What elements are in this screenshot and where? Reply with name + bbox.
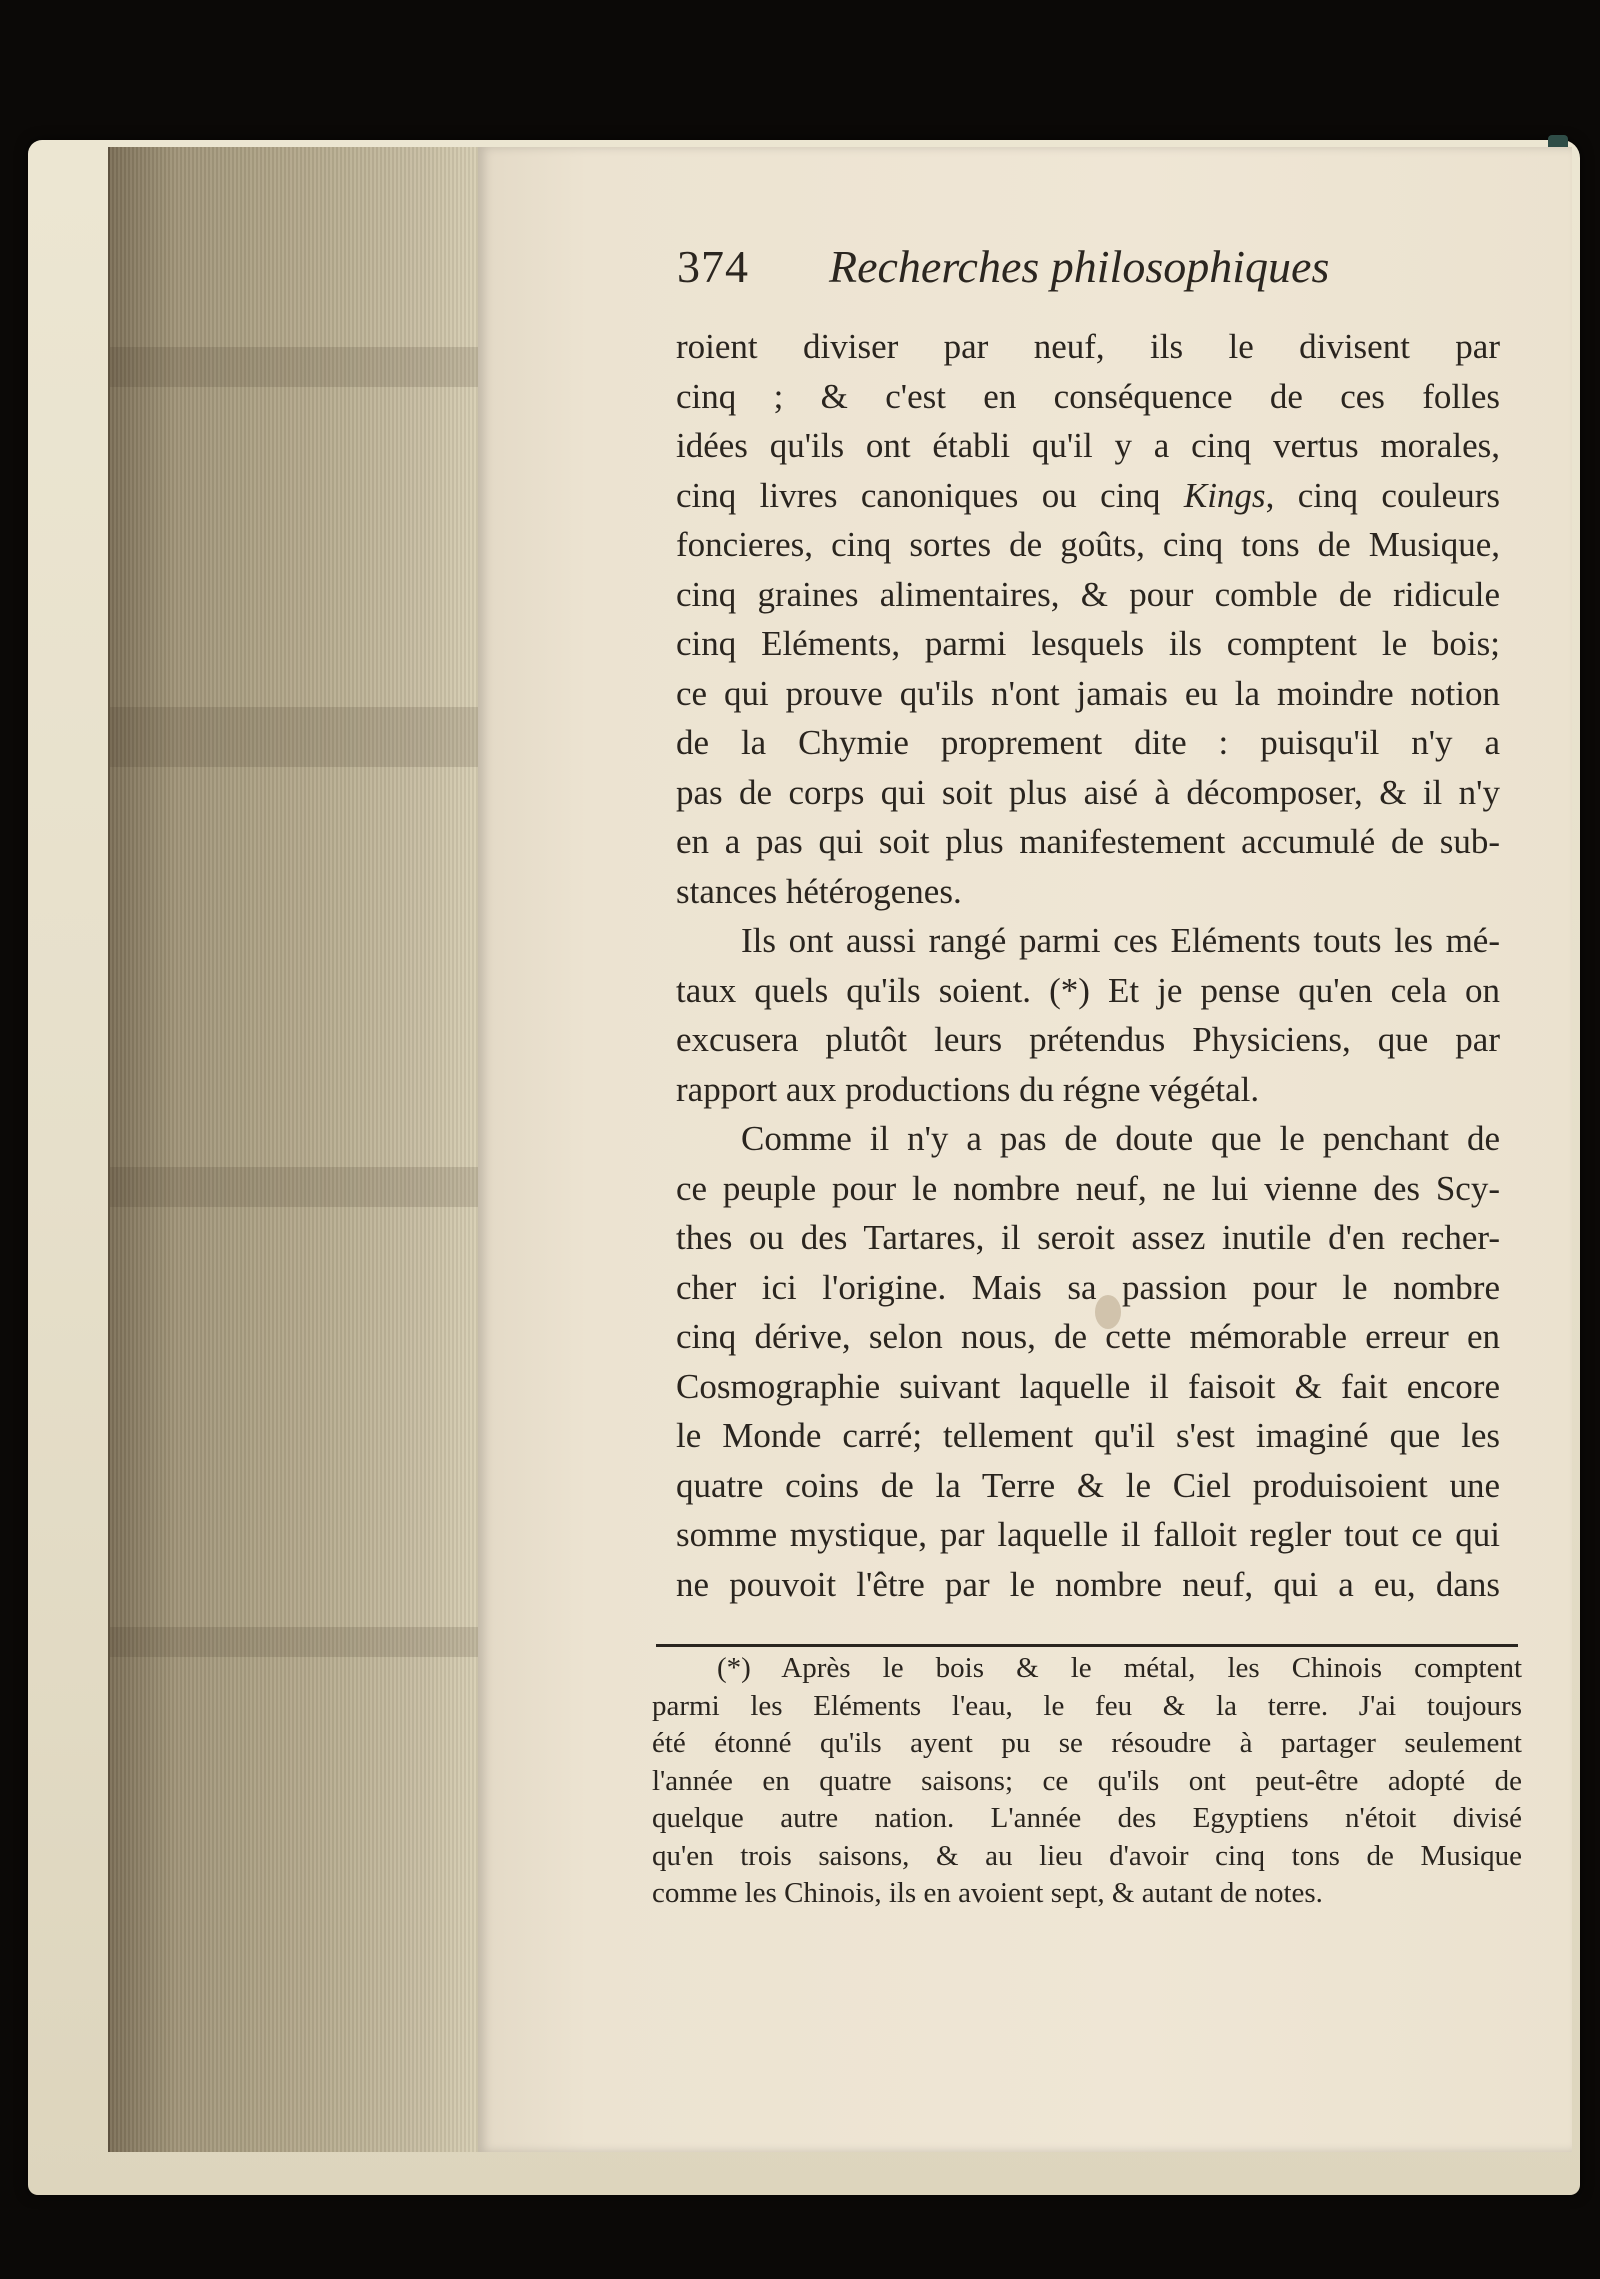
footnote-line: (*) Après le bois & le métal, les Chinois comptent (717, 1652, 1522, 1684)
footnote-line: qu'en trois saisons, & au lieu d'avoir cinq tons de Musique (652, 1839, 1522, 1872)
text-line: cinq Eléments, parmi lesquels ils comptent le bois; (676, 624, 1500, 663)
text-line: en a pas qui soit plus manifestement accumulé de sub- (676, 822, 1500, 861)
page-number: 374 (677, 241, 749, 292)
edge-stain (110, 347, 480, 387)
text-line: de la Chymie proprement dite : puisqu'il n'y a (676, 723, 1500, 762)
footnote (652, 1650, 1522, 1913)
edge-stain (110, 707, 480, 767)
text-line: cher ici l'origine. Mais sa passion pour le nombre (676, 1267, 1500, 1307)
text-line: ce qui prouve qu'ils n'ont jamais eu la moindre notion (676, 673, 1500, 713)
text-line: ce peuple pour le nombre neuf, ne lui vienne des Scy- (676, 1168, 1500, 1208)
text-line: foncieres, cinq sortes de goûts, cinq tons de Musique, (676, 525, 1500, 564)
text-line: ne pouvoit l'être par le nombre neuf, qui a eu, dans (676, 1564, 1500, 1604)
text-line: cinq ; & c'est en conséquence de ces folles (676, 376, 1500, 416)
edge-stain (110, 1167, 480, 1207)
text-line: idées qu'ils ont établi qu'il y a cinq vertus morales, (676, 426, 1500, 465)
text-line: rapport aux productions du régne végétal. (676, 1069, 1260, 1109)
text-line: Cosmographie suivant laquelle il faisoit & fait encore (676, 1366, 1500, 1406)
footnote-line: été étonné qu'ils ayent pu se résoudre à partager seulement (652, 1727, 1522, 1759)
footnote-line: comme les Chinois, ils en avoient sept, & autant de notes. (652, 1877, 1323, 1909)
text-line: somme mystique, par laquelle il falloit regler tout ce qui (676, 1515, 1500, 1554)
text-line: pas de corps qui soit plus aisé à décomposer, & il n'y (676, 772, 1500, 812)
main-text (676, 322, 1500, 1609)
paragraph-start-line: Comme il n'y a pas de doute que le penchant de (741, 1119, 1500, 1158)
text-line: taux quels qu'ils soient. (*) Et je pense qu'en cela on (676, 970, 1500, 1010)
footnote-line: quelque autre nation. L'année des Egyptiens n'étoit divisé (652, 1802, 1522, 1834)
text-line: excusera plutôt leurs prétendus Physiciens, que par (676, 1020, 1500, 1059)
text-line: cinq graines alimentaires, & pour comble de ridicule (676, 574, 1500, 614)
text-line: stances hétérogenes. (676, 871, 962, 911)
running-head (677, 240, 1407, 310)
footnote-line: l'année en quatre saisons; ce qu'ils ont peut-être adopté de (652, 1764, 1522, 1797)
text-line: le Monde carré; tellement qu'il s'est imaginé que les (676, 1416, 1500, 1455)
running-title: Recherches philosophiques (829, 241, 1330, 292)
fore-edge-stack (108, 147, 480, 2152)
text-line: thes ou des Tartares, il seroit assez inutile d'en recher- (676, 1218, 1500, 1257)
footnote-line: parmi les Eléments l'eau, le feu & la terre. J'ai toujours (652, 1689, 1522, 1722)
paragraph-start-line: Ils ont aussi rangé parmi ces Eléments touts les mé- (741, 921, 1500, 960)
footnote-rule (656, 1644, 1518, 1647)
italic-word: Kings (1183, 475, 1266, 515)
text-line: cinq livres canoniques ou cinq Kings, cinq couleurs (676, 475, 1500, 515)
edge-stain (110, 1627, 480, 1657)
text-line: roient diviser par neuf, ils le divisent par (676, 327, 1500, 366)
text-line: quatre coins de la Terre & le Ciel produisoient une (676, 1465, 1500, 1505)
text-line: cinq dérive, selon nous, de cette mémorable erreur en (676, 1317, 1500, 1356)
